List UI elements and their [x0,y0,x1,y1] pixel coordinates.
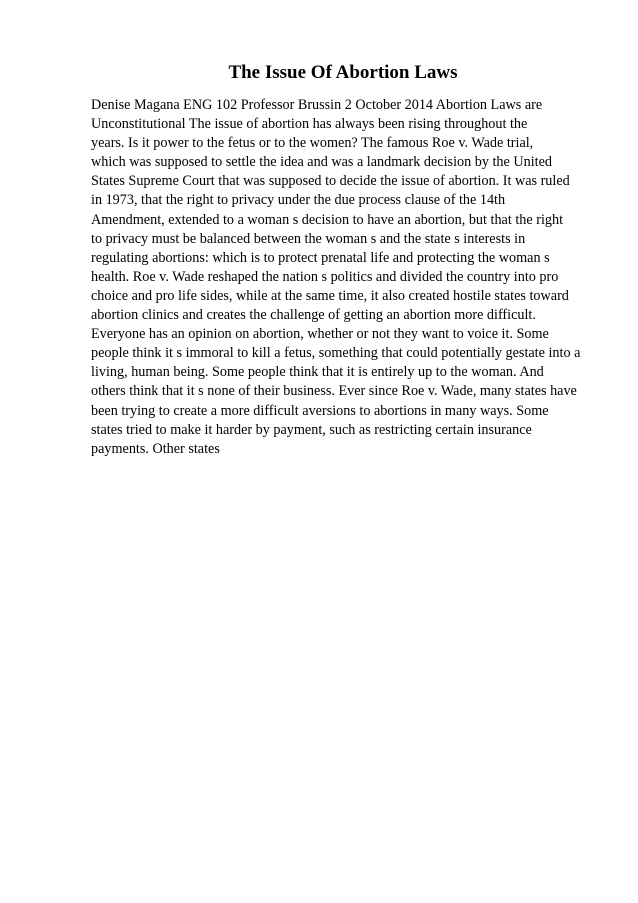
body-line: which was supposed to settle the idea and was a landmark decision by the United [91,154,552,171]
body-line: others think that it s none of their business. Ever since Roe v. Wade, many states have [91,383,577,400]
body-line: regulating abortions: which is to protect prenatal life and protecting the woman s [91,249,550,266]
body-line: Denise Magana ENG 102 Professor Brussin 2 October 2014 Abortion Laws are [91,97,543,113]
body-line: in 1973, that the right to privacy under the due process clause of the 14th [91,192,506,209]
body-line: payments. Other states [91,440,220,457]
document-body [91,96,601,459]
body-line: health. Roe v. Wade reshaped the nation s politics and divided the country into pro [91,268,559,285]
body-line: Unconstitutional The issue of abortion has always been rising throughout the [91,116,528,133]
body-line: States Supreme Court that was supposed to decide the issue of abortion. It was ruled [91,173,570,190]
body-line: choice and pro life sides, while at the same time, it also created hostile states toward [91,287,569,304]
body-line: people think it s immoral to kill a fetus, something that could potentially gestate into a [91,345,581,362]
body-line: Amendment, extended to a woman s decision to have an abortion, but that the right [91,211,564,228]
body-line: abortion clinics and creates the challenge of getting an abortion more difficult. [91,307,536,324]
document-title: The Issue Of Abortion Laws [228,62,458,83]
body-line: Everyone has an opinion on abortion, whether or not they want to voice it. Some [91,326,549,343]
body-line: years. Is it power to the fetus or to the women? The famous Roe v. Wade trial, [91,135,534,152]
body-line: to privacy must be balanced between the woman s and the state s interests in [91,230,526,247]
body-line: been trying to create a more difficult aversions to abortions in many ways. Some [91,402,549,419]
body-line: living, human being. Some people think that it is entirely up to the woman. And [91,364,544,381]
body-line: states tried to make it harder by payment, such as restricting certain insurance [91,421,532,438]
